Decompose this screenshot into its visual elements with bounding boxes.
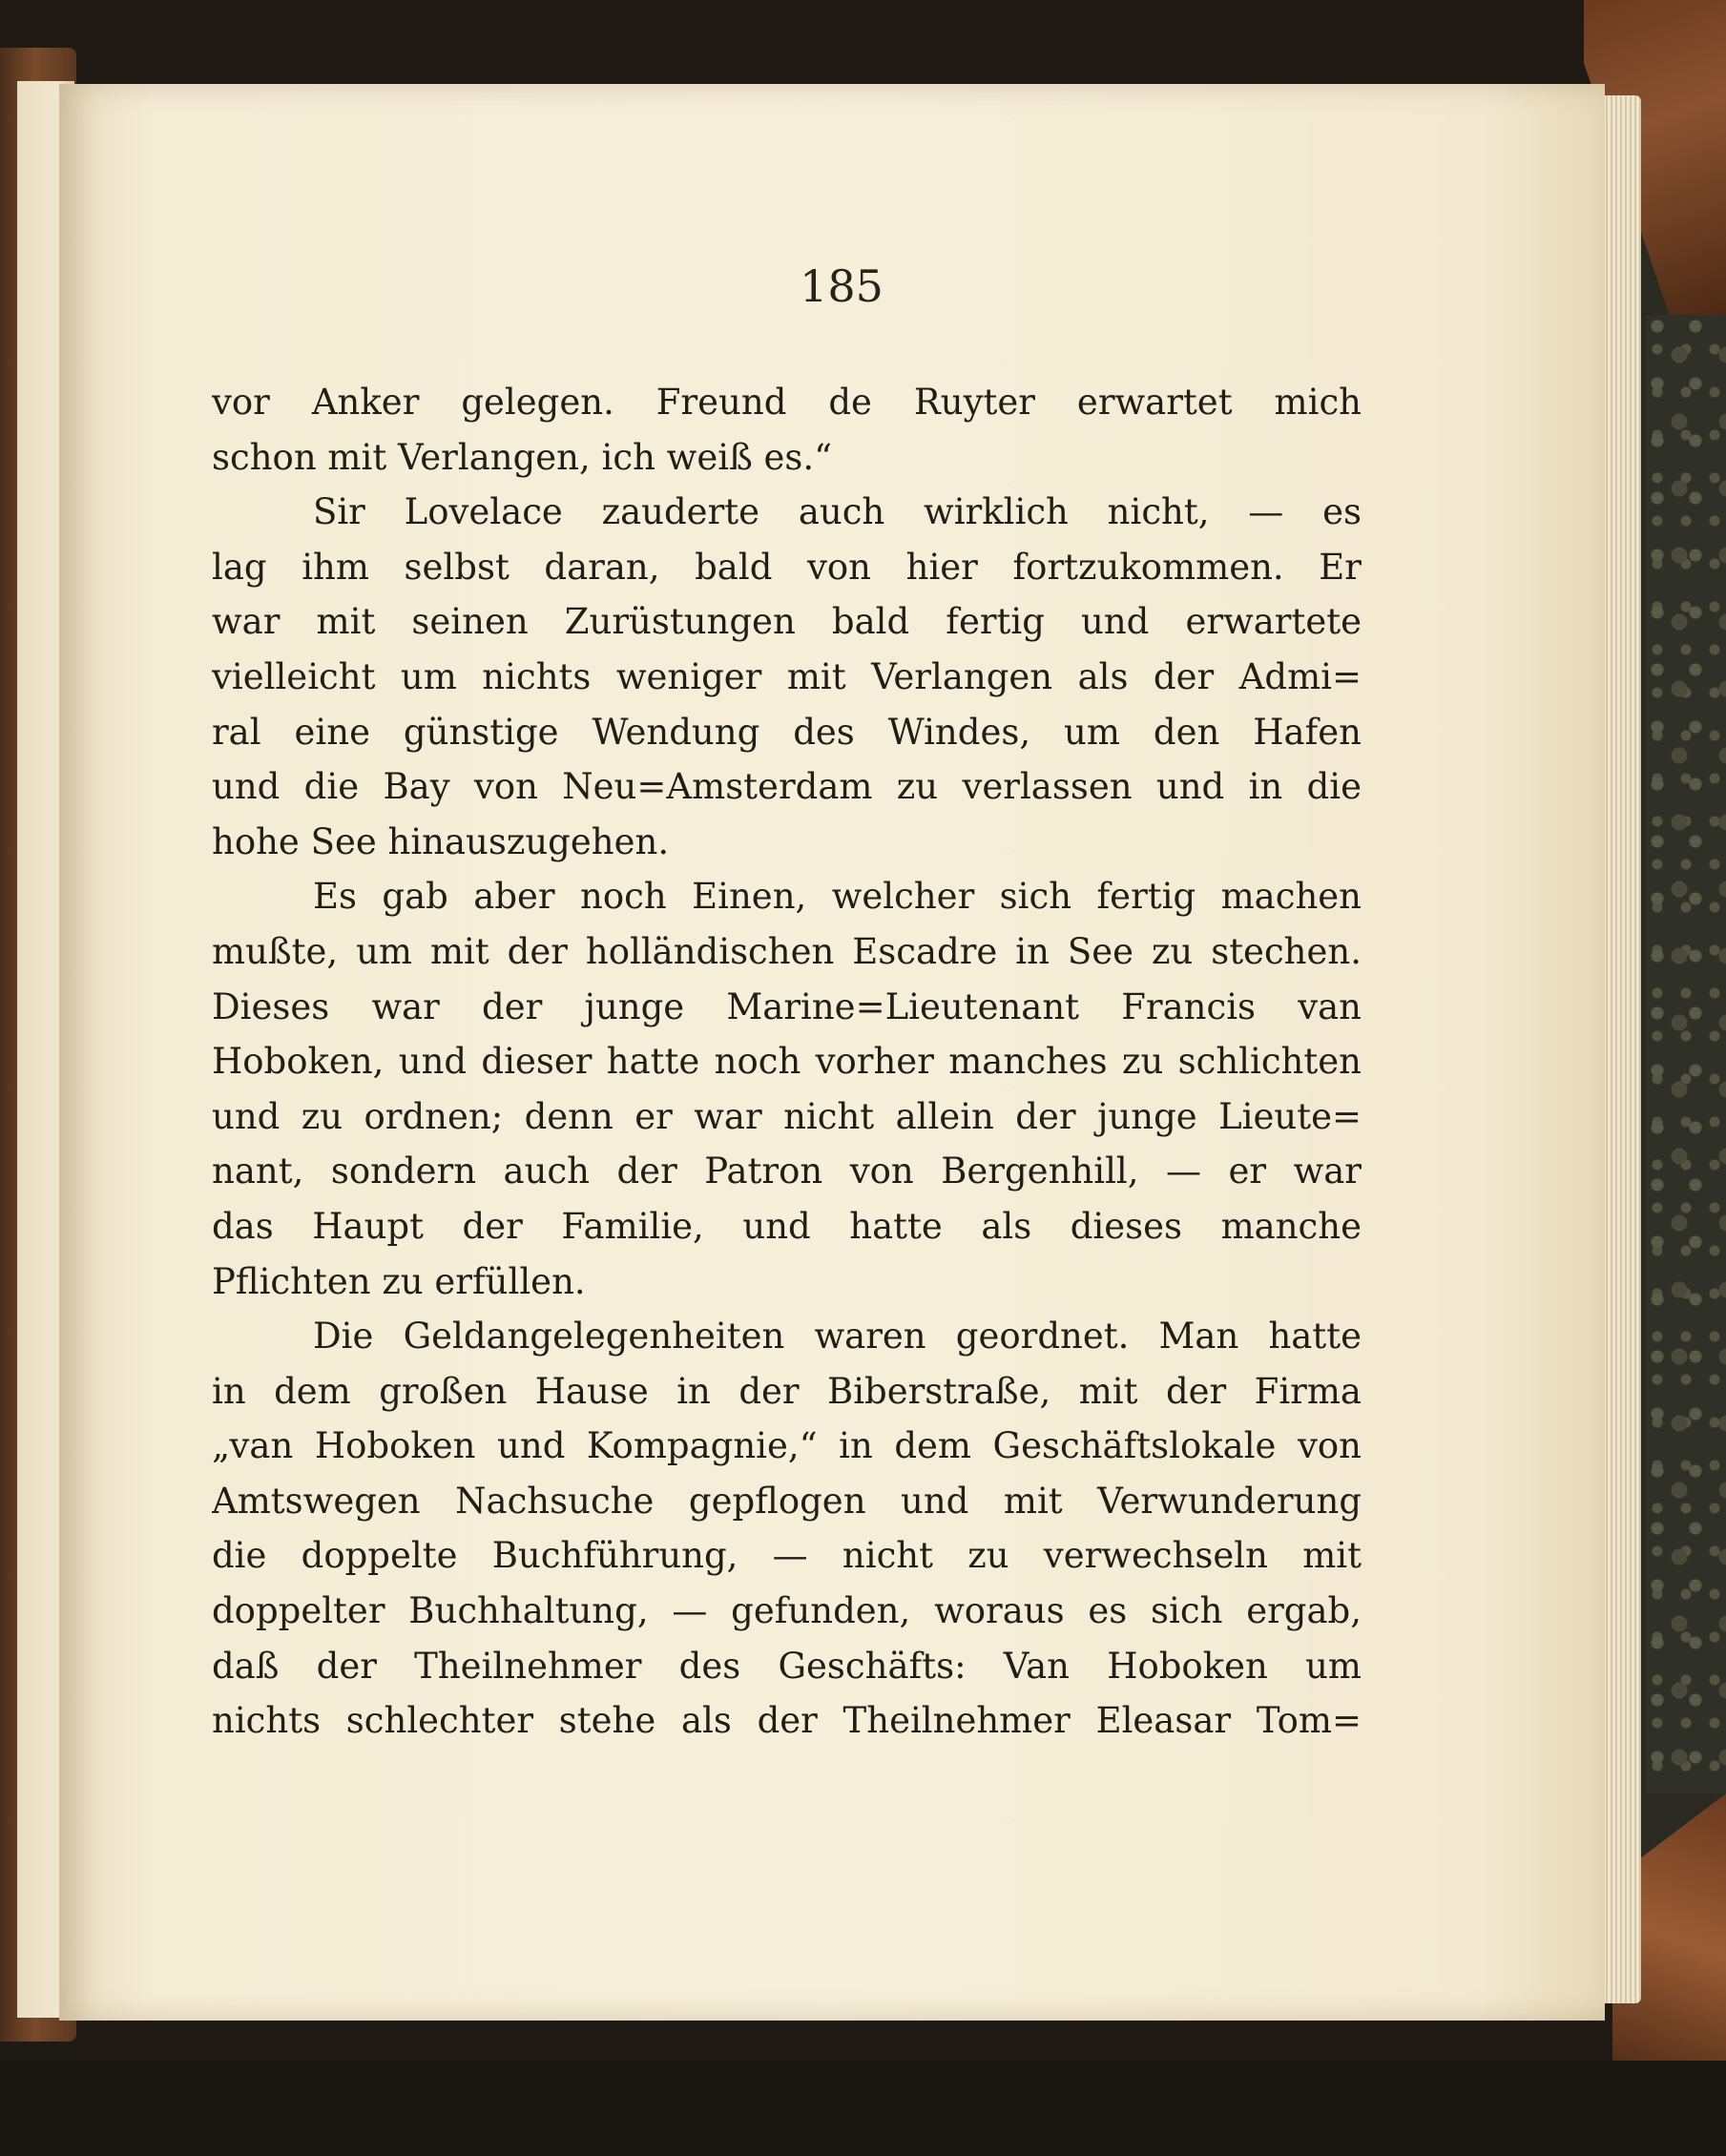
marbled-board	[1646, 315, 1726, 1793]
page-number: 185	[800, 260, 884, 312]
text-line: Hoboken, und dieser hatte noch vorher manches zu schlichten	[212, 1041, 1362, 1083]
text-line: mußte, um mit der holländischen Escadre in See zu stechen.	[212, 930, 1362, 972]
text-line: nant, sondern auch der Patron von Bergenhill, — er war	[212, 1151, 1362, 1192]
text-line: ral eine günstige Wendung des Windes, um den Hafen	[212, 711, 1362, 753]
bottom-shadow	[0, 2061, 1726, 2156]
text-line: und die Bay von Neu=Amsterdam zu verlassen und in die	[212, 766, 1362, 808]
text-line: schon mit Verlangen, ich weiß es.“	[212, 436, 833, 478]
page-text	[212, 375, 1362, 1749]
text-line: vor Anker gelegen. Freund de Ruyter erwartet mich	[212, 382, 1362, 423]
text-line: „van Hoboken und Kompagnie,“ in dem Geschäftslokale von	[212, 1425, 1362, 1467]
text-line: daß der Theilnehmer des Geschäfts: Van Hoboken um	[212, 1645, 1362, 1687]
text-line: nichts schlechter stehe als der Theilnehmer Eleasar Tom=	[212, 1700, 1362, 1742]
text-line: die doppelte Buchführung, — nicht zu verwechseln mit	[212, 1535, 1362, 1577]
text-line: lag ihm selbst daran, bald von hier fortzukommen. Er	[212, 546, 1362, 588]
text-line: Pflichten zu erfüllen.	[212, 1260, 586, 1302]
text-line: und zu ordnen; denn er war nicht allein der junge Lieute=	[212, 1095, 1362, 1137]
text-line: Es gab aber noch Einen, welcher sich fertig machen	[313, 876, 1362, 918]
text-line: das Haupt der Familie, und hatte als dieses manche	[212, 1205, 1362, 1247]
text-line: doppelter Buchhaltung, — gefunden, woraus es sich ergab,	[212, 1590, 1362, 1632]
text-line: vielleicht um nichts weniger mit Verlangen als der Admi=	[212, 655, 1362, 697]
text-line: in dem großen Hause in der Biberstraße, mit der Firma	[212, 1370, 1362, 1412]
text-line: Dieses war der junge Marine=Lieutenant Francis van	[212, 985, 1362, 1027]
text-line: Amtswegen Nachsuche gepflogen und mit Verwunderung	[212, 1480, 1362, 1522]
text-line: Sir Lovelace zauderte auch wirklich nicht, — es	[313, 491, 1362, 533]
text-line: Die Geldangelegenheiten waren geordnet. Man hatte	[313, 1316, 1362, 1358]
text-line: hohe See hinauszugehen.	[212, 820, 670, 862]
text-line: war mit seinen Zurüstungen bald fertig und erwartete	[212, 601, 1362, 643]
